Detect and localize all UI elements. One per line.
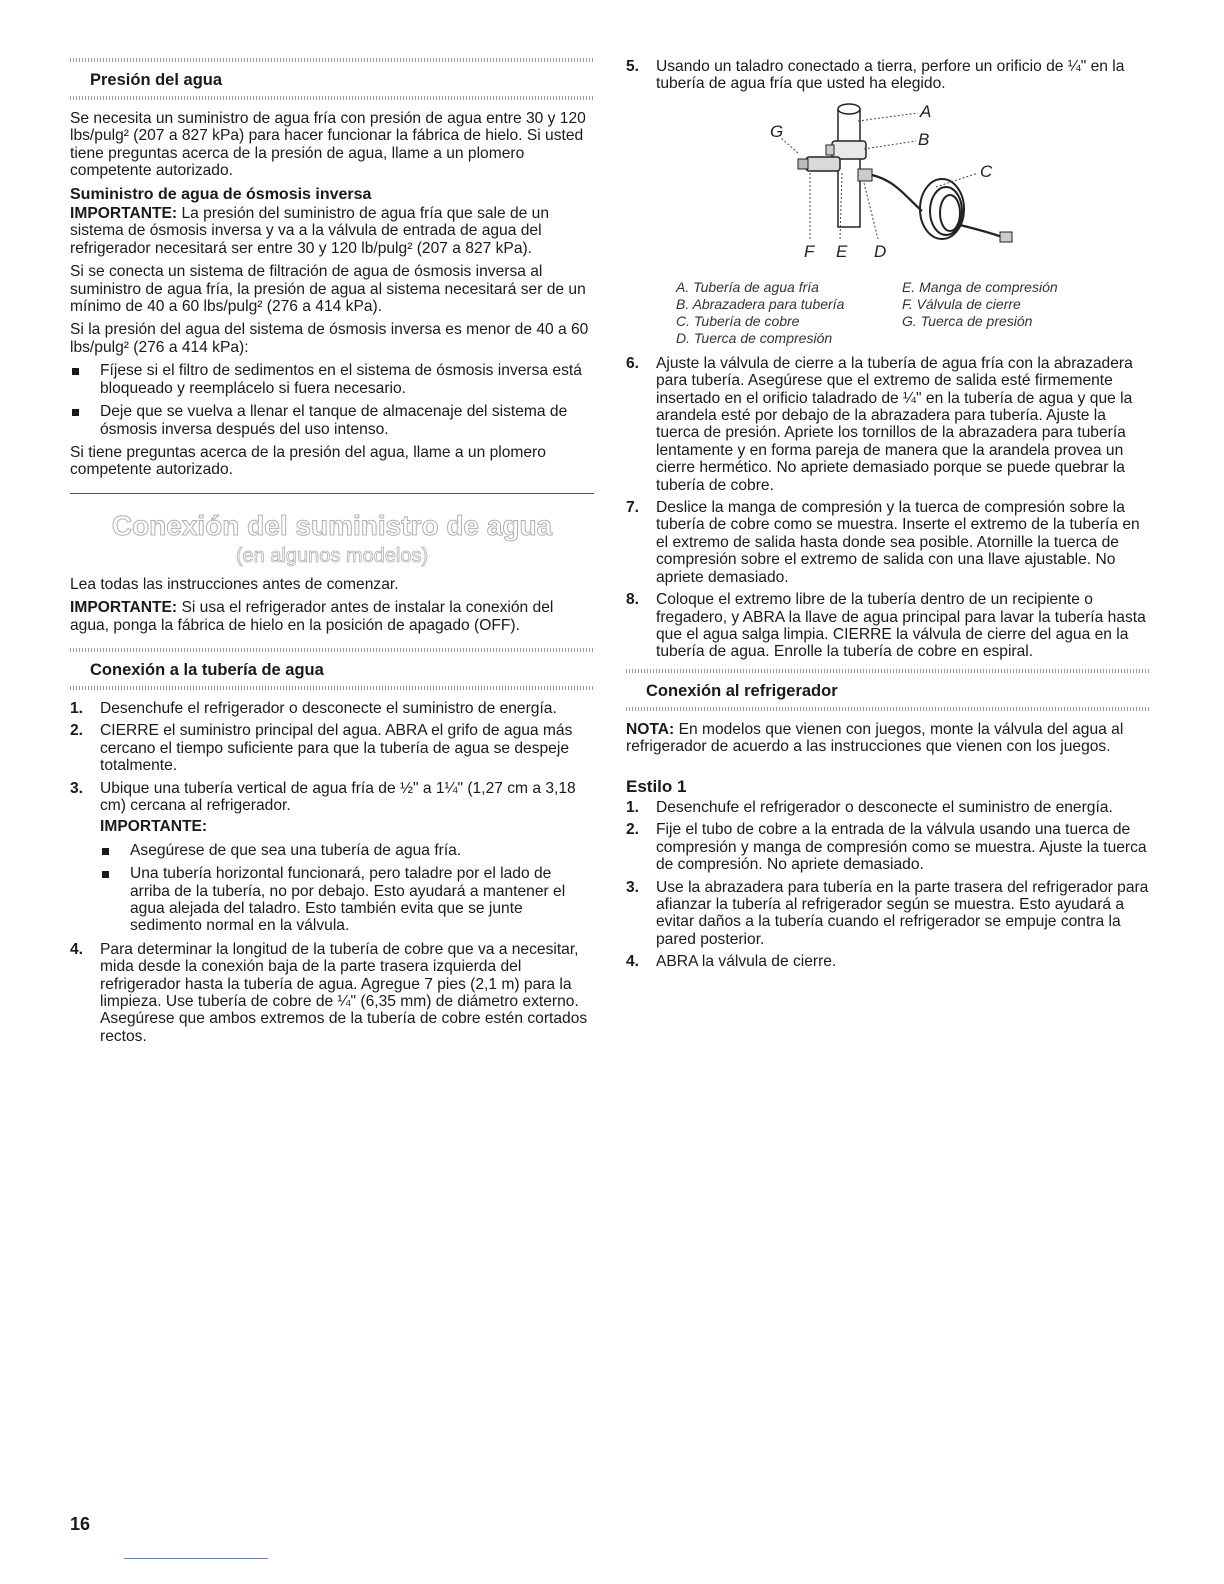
legend-item: F. Válvula de cierre <box>902 295 1021 312</box>
fridge-connection-title: Conexión al refrigerador <box>646 681 838 700</box>
tubing-fitting <box>1000 232 1012 242</box>
fridge-steps <box>626 799 1150 971</box>
label-f: F <box>804 241 815 261</box>
list-item: 8. Coloque el extremo libre de la tubería dentro de un recipiente o fregadero, y ABRA la llave de agua principal para lavar la tubería hasta que el agua salga limpia. CIERRE la válvula de cierre del agua en la tubería de agua. Enrolle la tubería de cobre en espiral. <box>626 591 1146 661</box>
section-rule <box>70 686 594 690</box>
copper-tubing <box>872 175 922 211</box>
legend-item: D. Tuerca de compresión <box>676 329 833 346</box>
list-item: 6. Ajuste la válvula de cierre a la tubería de agua fría con la abrazadera para tubería. Asegúrese que el extremo de salida esté firmemente insertado en el orificio taladrado de ¼" en la tubería de agua y que la arandela esté por debajo de la abrazadera para tubería. Ajuste la tuerca de presión. Apriete los tornillos de la abrazadera para tubería lentamente y en forma pareja de manera que la arandela provea un cierre hermético. No apriete demasiado porque se puede quebrar la tubería de cobre. <box>626 354 1133 494</box>
bullet-square-icon <box>72 409 79 416</box>
list-item: Deje que se vuelva a llenar el tanque de almacenaje del sistema de ósmosis inversa después del uso intenso. <box>70 403 594 438</box>
leader-line <box>864 183 878 239</box>
legend-item <box>902 330 1122 347</box>
copper-coil <box>930 187 962 235</box>
valve-diagram <box>626 101 1150 273</box>
list-item: 7. Deslice la manga de compresión y la tuerca de compresión sobre la tubería de cobre como se muestra. Inserte el extremo de la tubería en el extremo de salida hasta donde sea posible. Atornille la tuerca de compresión sobre el extremo de salida con una llave ajustable. No apriete demasiado. <box>626 499 1140 586</box>
list-item: Asegúrese de que sea una tubería de agua fría. <box>100 842 594 859</box>
copper-tubing-end <box>960 225 1002 237</box>
label-b: B <box>918 129 930 149</box>
pipe-top <box>838 104 860 114</box>
note-label: NOTA: <box>626 720 675 738</box>
ro-paragraph-4: Si tiene preguntas acerca de la presión del agua, llame a un plomero competente autorizado. <box>70 443 546 479</box>
bullet-square-icon <box>72 368 79 375</box>
valve-steps <box>626 355 1150 661</box>
read-instructions: Lea todas las instrucciones antes de comenzar. <box>70 575 399 593</box>
list-item: Una tubería horizontal funcionará, pero taladre por el lado de arriba de la tubería, no por debajo. Esto ayudará a mantener el agua alejada del taladro. Esto también evita que se junte sedimento normal en la válvula. <box>100 865 594 935</box>
leader-line <box>858 113 918 121</box>
list-item: 3. Ubique una tubería vertical de agua fría de ½" a 1¼" (1,27 cm a 3,18 cm) cercana al refrigerador. IMPORTANTE: Asegúrese de que sea una tubería de agua fría. Una tubería horizontal funcionará, pero taladre por el lado de arriba de la tubería, no por debajo. Esto ayudará a mantener el agua alejada del taladro. Esto también evita que se junte sedimento normal en la válvula. <box>70 780 594 935</box>
ro-title: Suministro de agua de ósmosis inversa <box>70 185 372 203</box>
drill-step <box>626 58 1150 93</box>
important-label: IMPORTANTE: <box>100 818 208 836</box>
note-paragraph: NOTA: En modelos que vienen con juegos, monte la válvula del agua al refrigerador de acuerdo a las instrucciones que vienen con los juegos. <box>626 720 1124 756</box>
right-column <box>626 58 1150 977</box>
ro-paragraph-3: Si la presión del agua del sistema de ósmosis inversa es menor de 40 a 60 lbs/pulg² (276 a 414 kPa): <box>70 321 589 356</box>
leader-line <box>864 141 916 149</box>
bullet-square-icon <box>102 848 109 855</box>
ro-bullet-list <box>70 362 594 438</box>
style-1-title: Estilo 1 <box>626 776 687 796</box>
list-item: 2. CIERRE el suministro principal del agua. ABRA el grifo de agua más cercano el tiempo suficiente para que la tubería de agua se despeje totalmente. <box>70 722 573 775</box>
label-e: E <box>836 241 848 261</box>
legend-item: E. Manga de compresión <box>902 278 1058 295</box>
ro-important-paragraph <box>70 205 594 257</box>
list-item: 4. Para determinar la longitud de la tubería de cobre que va a necesitar, mida desde la conexión baja de la parte trasera izquierda del refrigerador hasta la tubería de agua. Agregue 7 pies (2,1 m) para la limpieza. Use tubería de cobre de ¼" (6,35 mm) de diámetro externo. Asegúrese que ambos extremos de la tubería de cobre estén cortados rectos. <box>70 940 588 1045</box>
label-g: G <box>770 121 784 141</box>
step3-bullets <box>100 842 594 935</box>
important-label: IMPORTANTE: <box>70 599 178 617</box>
label-d: D <box>874 241 887 261</box>
label-c: C <box>980 161 993 181</box>
pressure-nut <box>798 159 808 169</box>
legend-item: C. Tubería de cobre <box>676 312 800 329</box>
pipe-steps <box>70 700 594 1045</box>
shutoff-valve <box>806 157 840 171</box>
label-a: A <box>920 101 932 121</box>
water-pressure-paragraph: Se necesita un suministro de agua fría con presión de agua entre 30 y 120 lbs/pulg² (207 a 827 kPa) para hacer funcionar la fábrica de hielo. Si usted tiene preguntas acerca de la presión de agua, llame a un plomero competente autorizado. <box>70 110 586 180</box>
copper-coil <box>940 195 960 231</box>
connection-subheading: (en algunos modelos) <box>235 544 429 567</box>
left-column <box>70 58 594 1051</box>
legend-item: B. Abrazadera para tubería <box>676 295 845 312</box>
legend-item: G. Tuerca de presión <box>902 312 1033 329</box>
list-item: 3. Use la abrazadera para tubería en la parte trasera del refrigerador para afianzar la tubería al refrigerador según se muestra. Esto ayudará a evitar daños a la tubería cuando el refrigerador se empuje contra la pared posterior. <box>626 878 1149 948</box>
ro-paragraph-2: Si se conecta un sistema de filtración de agua de ósmosis inversa al suministro de agua fría, la presión de agua al sistema necesitará ser de un mínimo de 40 a 60 lbs/pulg² (276 a 414 kPa). <box>70 263 586 316</box>
clamp-screw <box>826 145 834 155</box>
important-label: IMPORTANTE: <box>70 205 178 223</box>
list-item: 4. ABRA la válvula de cierre. <box>626 953 837 971</box>
list-item: 2. Fije el tubo de cobre a la entrada de la válvula usando una tuerca de compresión y manga de compresión como se muestra. Ajuste la tuerca de compresión. No apriete demasiado. <box>626 821 1147 874</box>
legend-item: A. Tubería de agua fría <box>676 278 819 295</box>
connection-important: IMPORTANTE: Si usa el refrigerador antes de instalar la conexión del agua, ponga la fábrica de hielo en la posición de apagado (OFF). <box>70 599 554 634</box>
section-rule <box>70 96 594 100</box>
list-item: 1. Desenchufe el refrigerador o desconecte el suministro de energía. <box>626 798 1113 816</box>
list-item: 5. Usando un taladro conectado a tierra, perfore un orificio de ¼" en la tubería de agua fría que usted ha elegido. <box>626 58 1125 93</box>
divider <box>70 493 594 494</box>
list-item: 1. Desenchufe el refrigerador o desconecte el suministro de energía. <box>70 699 557 717</box>
connection-heading: Conexión del suministro de agua <box>111 509 553 541</box>
bullet-square-icon <box>102 871 109 878</box>
footer-line <box>124 1558 268 1559</box>
section-rule <box>626 707 1150 711</box>
compression-nut <box>858 169 872 181</box>
page-number: 16 <box>70 1514 91 1534</box>
shutoff-valve-illustration <box>746 101 1046 271</box>
figure-legend <box>676 279 1150 347</box>
ro-important-text: La presión del suministro de agua fría que sale de un sistema de ósmosis inversa y va a la válvula de entrada de agua del refrigerador necesitará ser entre 30 y 120 lb/pulg² (207 a 827 kPa). <box>70 205 550 257</box>
water-pressure-title: Presión del agua <box>90 71 223 89</box>
pipe-connection-title: Conexión a la tubería de agua <box>90 660 324 679</box>
list-item: Fíjese si el filtro de sedimentos en el sistema de ósmosis inversa está bloqueado y reemplácelo si fuera necesario. <box>70 362 594 397</box>
